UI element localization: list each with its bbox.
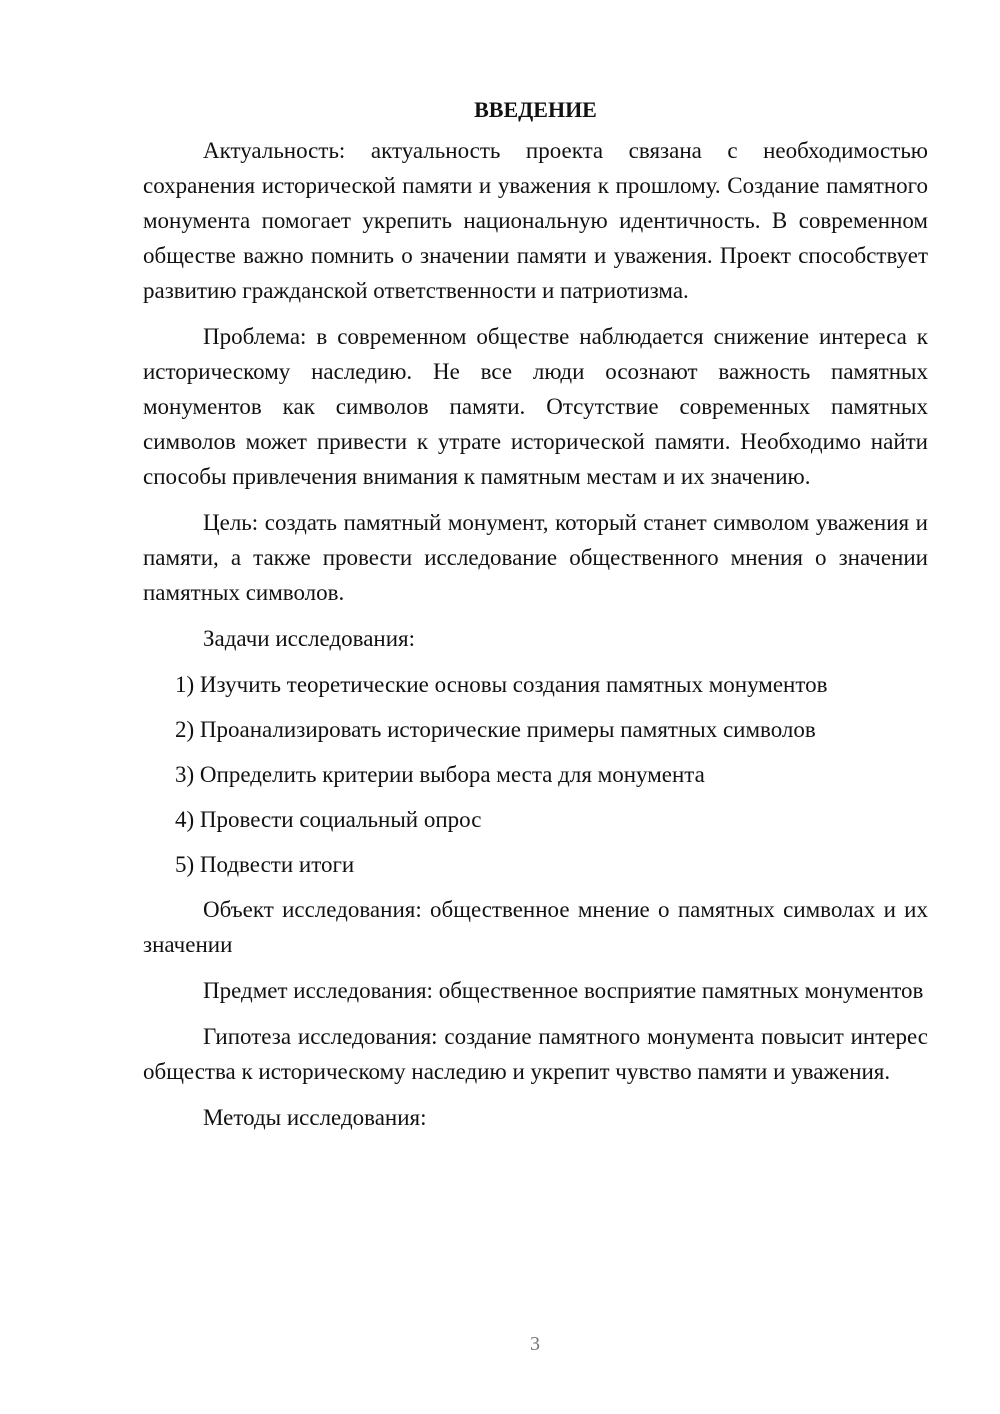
task-item: 4) Провести социальный опрос [175, 807, 482, 832]
task-item: 1) Изучить теоретические основы создания памятных монументов [175, 672, 828, 697]
task-item: 5) Подвести итоги [175, 852, 355, 877]
methods-heading: Методы исследования: [203, 1105, 427, 1130]
task-item: 2) Проанализировать исторические примеры памятных символов [175, 717, 816, 742]
goal-paragraph: Цель: создать памятный монумент, который станет символом уважения и памяти, а также провести исследование общественного мнения о значении памятных символов. [143, 510, 928, 605]
page-number: 3 [530, 1333, 540, 1355]
subject-paragraph: Предмет исследования: общественное восприятие памятных монументов [203, 978, 924, 1003]
tasks-list [143, 667, 928, 882]
task-item: 3) Определить критерии выбора места для монумента [175, 762, 705, 787]
object-paragraph: Объект исследования: общественное мнение о памятных символах и их значении [143, 897, 928, 957]
hypothesis-paragraph: Гипотеза исследования: создание памятного монумента повысит интерес общества к историческому наследию и укрепит чувство памяти и уважения. [143, 1024, 928, 1084]
relevance-paragraph: Актуальность: актуальность проекта связана с необходимостью сохранения исторической памяти и уважения к прошлому. Создание памятного монумента помогает укрепить национальную идентичность. В современном обществе важно помнить о значении памяти и уважения. Проект способствует развитию гражданской ответственности и патриотизма. [143, 138, 928, 303]
tasks-heading: Задачи исследования: [203, 626, 416, 651]
page-content [143, 95, 928, 1146]
section-title: ВВЕДЕНИЕ [474, 97, 597, 122]
problem-paragraph: Проблема: в современном обществе наблюдается снижение интереса к историческому наследию. Не все люди осознают важность памятных монументов как символов памяти. Отсутствие современных памятных символов может привести к утрате исторической памяти. Необходимо найти способы привлечения внимания к памятным местам и их значению. [143, 324, 928, 489]
